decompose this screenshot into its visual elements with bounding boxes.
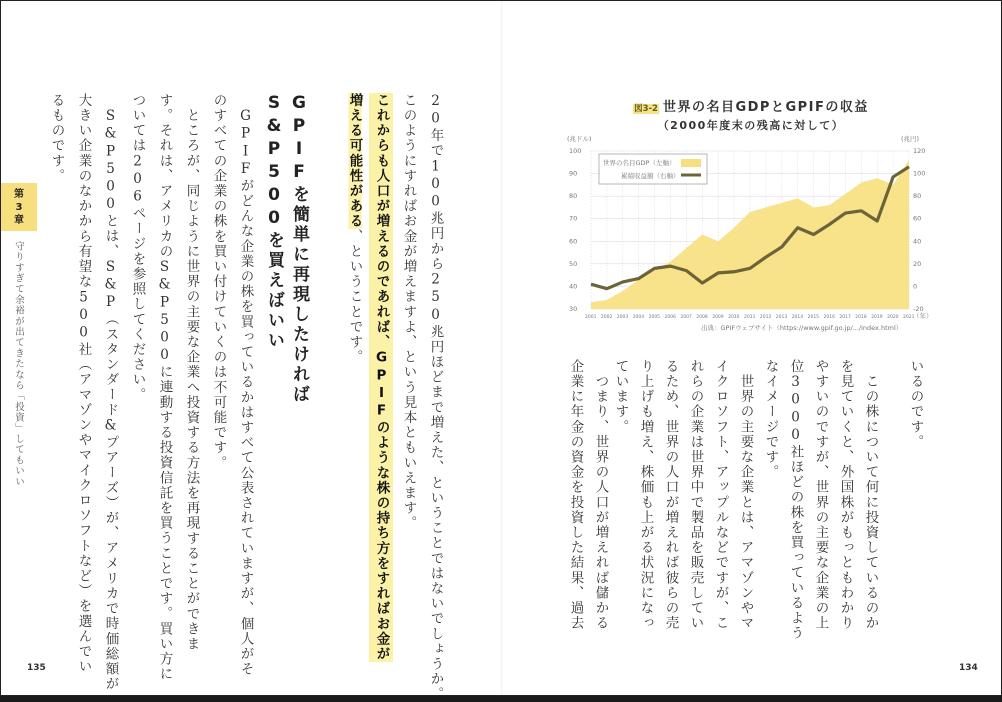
svg-text:80: 80	[913, 192, 922, 201]
svg-text:60: 60	[569, 237, 578, 246]
emphasis-col: これからも人口が増えるのであれば、GPIFのような株の持ち方をすればお金が	[367, 93, 395, 662]
gdp-gpif-chart	[561, 131, 941, 341]
paragraph-col: 20年で100兆円から250兆円ほどまで増えた、ということではないでしょうか。	[427, 93, 444, 702]
svg-text:2004: 2004	[632, 315, 645, 320]
gutter	[501, 1, 503, 695]
figure-source: 出典：GPIFウェブサイト（https://www.gpif.go.jp/.../index.html）	[701, 324, 903, 332]
paragraph-col: GPIFがどんな企業の株を買っているかはすべて公表されていますが、個人がそ	[237, 93, 254, 677]
svg-text:2017: 2017	[839, 315, 851, 320]
svg-text:0: 0	[913, 282, 918, 291]
paragraph-col: す。それは、アメリカのS&P500に連動する投資信託を買うことです。買い方に	[156, 93, 173, 682]
svg-text:2016: 2016	[823, 315, 835, 320]
paragraph-col: ところが、同じように世界の主要な企業へ投資する方法を再現することができま	[183, 93, 200, 652]
svg-text:2010: 2010	[728, 315, 740, 320]
svg-text:-20: -20	[913, 305, 924, 313]
svg-text:世界の名目GDP（左軸）: 世界の名目GDP（左軸）	[603, 159, 676, 167]
figure-subtitle: （2000年度末の残高に対して）	[657, 119, 845, 132]
paragraph-col: このようにすればお金が増えますよ、という見本ともいえます。	[400, 93, 417, 531]
svg-text:60: 60	[913, 214, 922, 223]
chapter-prefix: 第	[14, 188, 24, 200]
figure-title	[591, 96, 911, 133]
chart-legend	[599, 154, 707, 184]
paragraph-col: 企業に年金の資金を投資した結果、過去	[567, 359, 584, 631]
svg-text:100: 100	[913, 169, 926, 178]
svg-text:2006: 2006	[664, 315, 676, 320]
paragraph-col: を見ていくと、外国株がもっともわかり	[837, 359, 854, 631]
svg-text:120: 120	[913, 147, 926, 155]
paragraph-col: 位3000社ほどの株を買っているよう	[787, 359, 804, 641]
svg-text:2013: 2013	[775, 315, 788, 320]
page-number-right: 134	[959, 663, 978, 673]
paragraph-col: ています。	[612, 359, 629, 435]
paragraph-col: り上げも増え、株価も上がる状況になっ	[637, 359, 654, 631]
svg-text:2011: 2011	[744, 315, 756, 320]
page-number-left: 135	[27, 663, 46, 673]
svg-text:2015: 2015	[807, 315, 820, 320]
svg-text:2014: 2014	[791, 315, 804, 320]
svg-text:（年）: （年）	[913, 312, 933, 320]
svg-text:2012: 2012	[759, 315, 772, 320]
chapter-tab	[1, 183, 37, 231]
svg-text:(兆円): (兆円)	[901, 135, 920, 143]
emphasis-text: 増える可能性がある	[346, 93, 363, 229]
svg-text:2001: 2001	[585, 315, 597, 320]
paragraph-col: るものです。	[48, 93, 65, 184]
svg-text:40: 40	[913, 237, 922, 246]
section-headline-2: S&P500を買えばいい	[264, 93, 284, 351]
paragraph-tail: 、ということです。	[346, 228, 363, 365]
svg-text:2019: 2019	[871, 315, 883, 320]
svg-text:2020: 2020	[887, 315, 899, 320]
svg-text:2005: 2005	[648, 315, 661, 320]
chapter-subtitle: 守りすぎて余裕が出てきたなら「投資」してもいい	[13, 241, 24, 488]
chapter-suffix: 章	[14, 214, 24, 226]
svg-text:80: 80	[569, 192, 578, 201]
paragraph-col: この株について何に投資しているのか	[862, 359, 879, 631]
paragraph-col: のすべての企業の株を買い付けていくのは不可能です。	[210, 93, 227, 471]
chapter-number: 3	[15, 201, 23, 213]
svg-text:2009: 2009	[712, 315, 724, 320]
svg-text:20: 20	[913, 259, 922, 268]
svg-text:2021: 2021	[903, 315, 915, 320]
paragraph-col: 大きい企業のなかから有望な500社（アマゾンやマイクロソフトなど）を選んでい	[75, 93, 92, 675]
paragraph-col: ついては206ページを参照してください。	[129, 93, 146, 403]
svg-text:30: 30	[569, 305, 578, 313]
paragraph-col: れらの企業は世界中で製品を販売してい	[687, 359, 704, 631]
svg-text:2007: 2007	[680, 315, 692, 320]
svg-text:(兆ドル): (兆ドル)	[567, 135, 592, 143]
paragraph-col: やすいのですが、世界の主要な企業の上	[812, 359, 829, 631]
svg-text:50: 50	[569, 259, 578, 268]
paragraph-col: つまり、世界の人口が増えれば儲かる	[592, 359, 609, 631]
section-headline-1: GPIFを簡単に再現したければ	[289, 93, 309, 405]
svg-text:2018: 2018	[855, 315, 867, 320]
paragraph-col: 世界の主要な企業とは、アマゾンやマ	[737, 359, 754, 631]
paragraph-col: るため、世界の人口が増えれば彼らの売	[662, 359, 679, 631]
emphasis-col-end	[340, 93, 368, 365]
paragraph-col: いるのです。	[907, 359, 924, 450]
svg-text:2008: 2008	[696, 315, 708, 320]
svg-text:2002: 2002	[600, 315, 613, 320]
svg-text:累積収益額（右軸）: 累積収益額（右軸）	[621, 172, 680, 180]
paragraph-col: S&P500とは、S&P（スタンダード&プアーズ）が、アメリカで時価総額が	[102, 93, 119, 692]
figure-number: 図3-2	[634, 104, 658, 114]
svg-text:70: 70	[569, 214, 578, 223]
svg-text:90: 90	[569, 169, 578, 178]
svg-text:2003: 2003	[616, 315, 629, 320]
svg-text:100: 100	[569, 147, 582, 155]
figure-main-title: 世界の名目GDPとGPIFの収益	[662, 100, 869, 115]
svg-text:40: 40	[569, 282, 578, 291]
paragraph-col: なイメージです。	[762, 359, 779, 480]
paragraph-col: イクロソフト、アップルなどですが、こ	[712, 359, 729, 631]
